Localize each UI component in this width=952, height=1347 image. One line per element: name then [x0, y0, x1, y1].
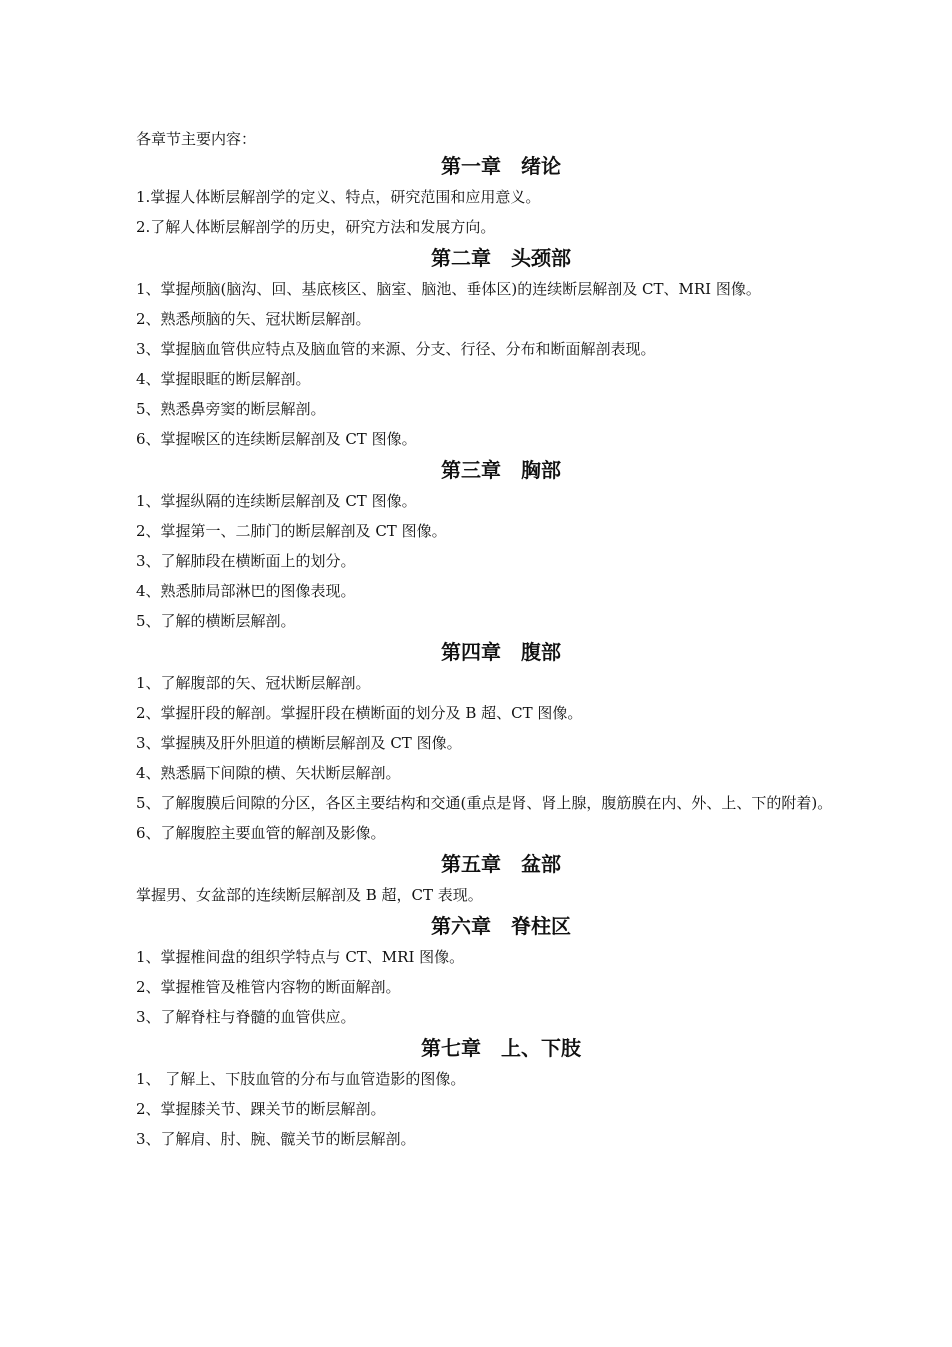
list-item: 2.了解人体断层解剖学的历史，研究方法和发展方向。: [136, 218, 496, 236]
chapter-title: 第三章 胸部: [441, 458, 561, 482]
list-item: 3、掌握胰及肝外胆道的横断层解剖及 CT 图像。: [136, 734, 462, 752]
chapter-title: 第七章 上、下肢: [421, 1036, 581, 1060]
list-item: 3、了解肩、肘、腕、髋关节的断层解剖。: [136, 1130, 416, 1148]
chapter-title: 第六章 脊柱区: [431, 914, 571, 938]
chapter-7: [136, 1032, 866, 1154]
chapter-6: [136, 910, 866, 1032]
chapter-5: [136, 848, 866, 910]
list-item: 5、了解腹膜后间隙的分区，各区主要结构和交通(重点是肾、肾上腺，腹筋膜在内、外、上、下的附着)。: [136, 794, 833, 812]
list-item: 2、掌握膝关节、踝关节的断层解剖。: [136, 1100, 386, 1118]
chapter-title: 第一章 绪论: [441, 154, 561, 178]
list-item: 5、了解的横断层解剖。: [136, 612, 296, 630]
list-item: 1、掌握纵隔的连续断层解剖及 CT 图像。: [136, 492, 417, 510]
chapter-3: [136, 454, 866, 636]
document-page: [136, 128, 866, 1154]
list-item: 2、掌握肝段的解剖。掌握肝段在横断面的划分及 B 超、CT 图像。: [136, 704, 583, 722]
list-item: 1、了解腹部的矢、冠状断层解剖。: [136, 674, 371, 692]
list-item: 2、熟悉颅脑的矢、冠状断层解剖。: [136, 310, 371, 328]
list-item: 3、掌握脑血管供应特点及脑血管的来源、分支、行径、分布和断面解剖表现。: [136, 340, 656, 358]
list-item: 1、掌握椎间盘的组织学特点与 CT、MRI 图像。: [136, 948, 465, 966]
list-item: 1、掌握颅脑(脑沟、回、基底核区、脑室、脑池、垂体区)的连续断层解剖及 CT、MRI 图像。: [136, 280, 761, 298]
chapter-2: [136, 242, 866, 454]
chapter-title: 第二章 头颈部: [431, 246, 571, 270]
list-item: 3、了解肺段在横断面上的划分。: [136, 552, 356, 570]
list-item: 6、掌握喉区的连续断层解剖及 CT 图像。: [136, 430, 417, 448]
chapter-title: 第五章 盆部: [441, 852, 561, 876]
intro-heading: 各章节主要内容：: [136, 130, 257, 148]
list-item: 5、熟悉鼻旁窦的断层解剖。: [136, 400, 326, 418]
list-item: 2、掌握椎管及椎管内容物的断面解剖。: [136, 978, 401, 996]
list-item: 掌握男、女盆部的连续断层解剖及 B 超，CT 表现。: [136, 886, 483, 904]
list-item: 3、了解脊柱与脊髓的血管供应。: [136, 1008, 356, 1026]
list-item: 1、 了解上、下肢血管的分布与血管造影的图像。: [136, 1070, 466, 1088]
list-item: 4、熟悉膈下间隙的横、矢状断层解剖。: [136, 764, 401, 782]
chapter-4: [136, 636, 866, 848]
list-item: 4、掌握眼眶的断层解剖。: [136, 370, 311, 388]
list-item: 4、熟悉肺局部淋巴的图像表现。: [136, 582, 356, 600]
chapter-title: 第四章 腹部: [441, 640, 561, 664]
list-item: 6、了解腹腔主要血管的解剖及影像。: [136, 824, 386, 842]
list-item: 1.掌握人体断层解剖学的定义、特点，研究范围和应用意义。: [136, 188, 541, 206]
list-item: 2、掌握第一、二肺门的断层解剖及 CT 图像。: [136, 522, 447, 540]
chapter-1: [136, 150, 866, 242]
